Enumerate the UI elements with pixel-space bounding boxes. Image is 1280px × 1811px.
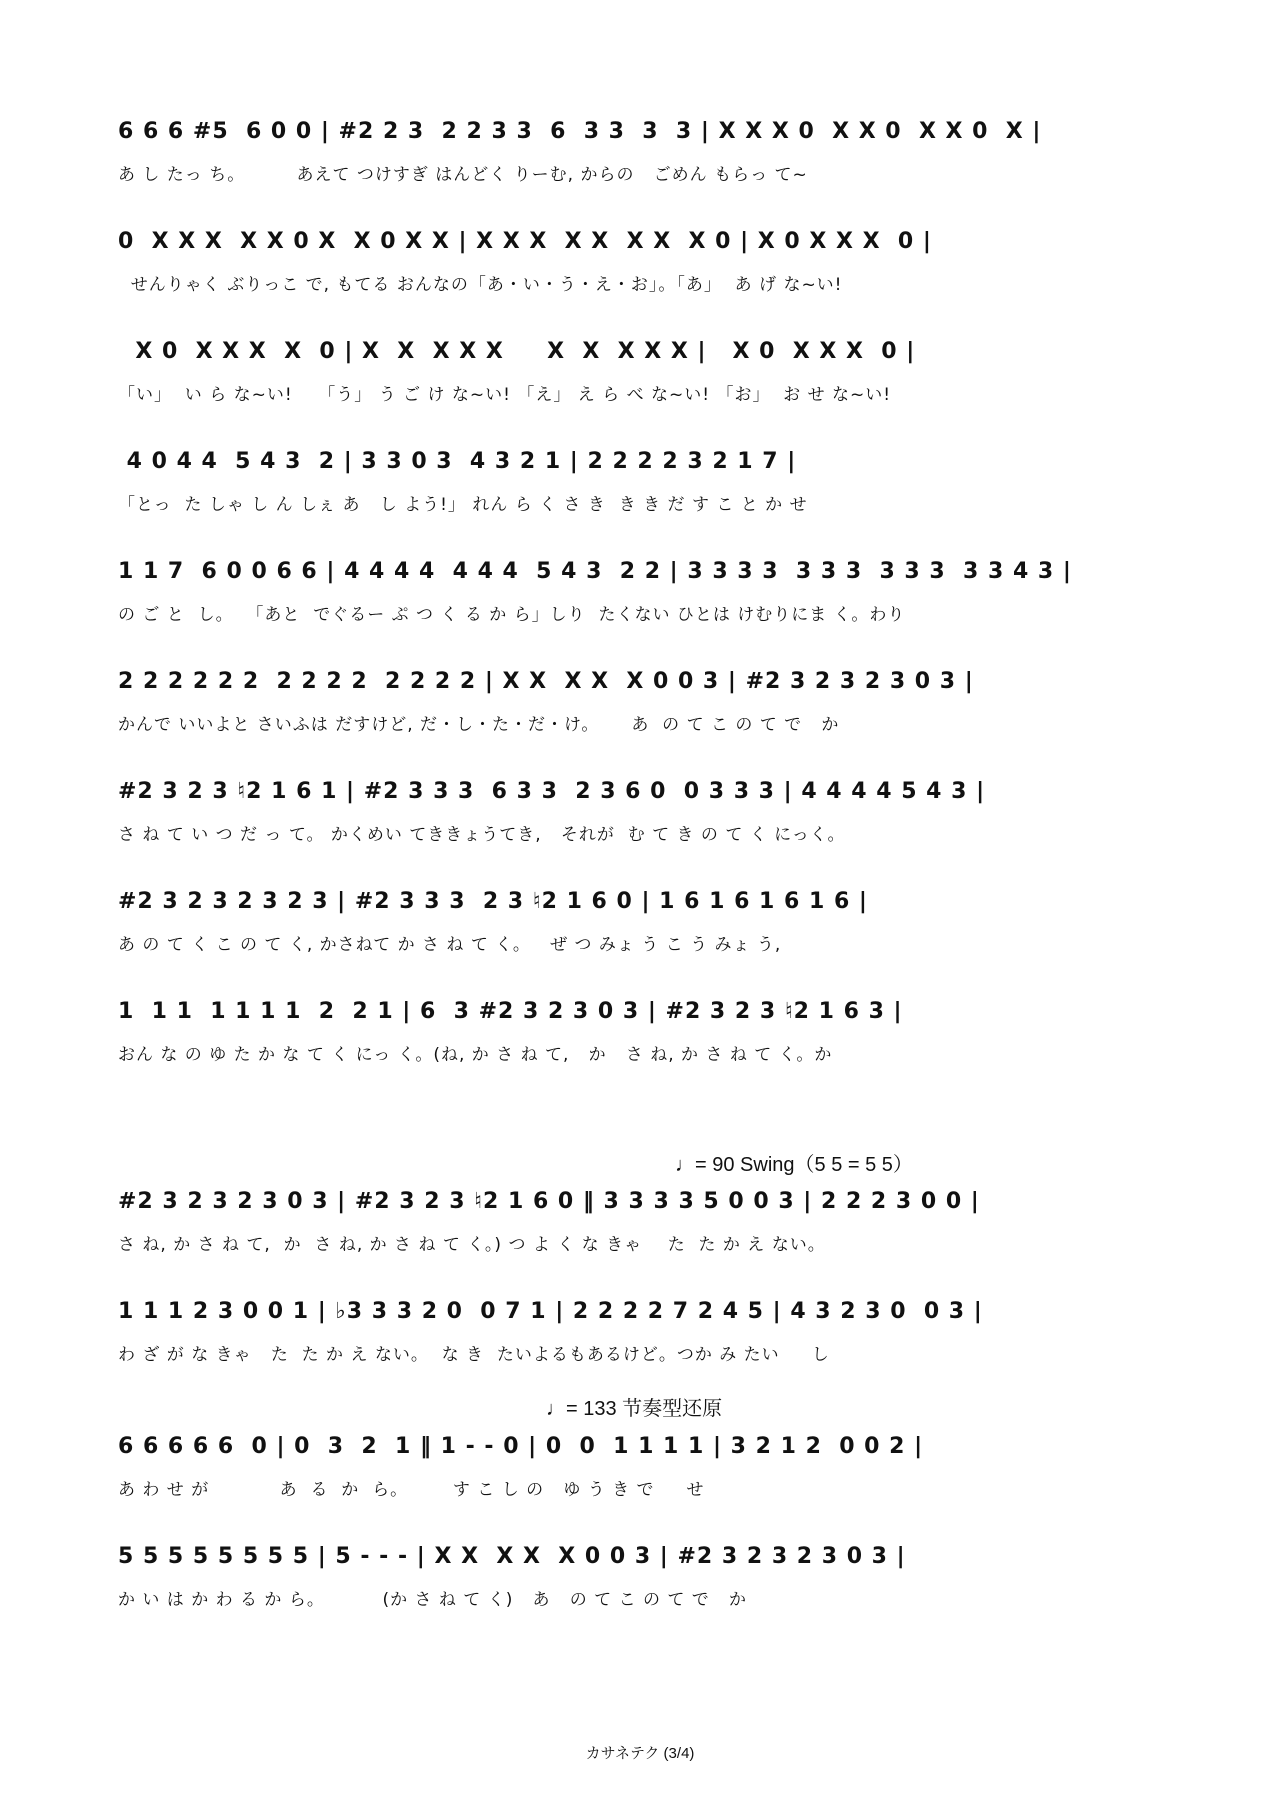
score-system bbox=[118, 777, 1168, 847]
lyrics-line: かんで いいよと さいふは だすけど, だ・し・た・だ・け。 あ の て こ の て で か bbox=[118, 715, 840, 735]
lyrics-line: の ご と し。 「あと でぐるー ぷ つ く る か ら」しり たくない ひとは けむりにま く。わり bbox=[118, 605, 906, 625]
score-system bbox=[118, 997, 1168, 1067]
tempo-mark: ♩= 133 节奏型还原 bbox=[546, 1398, 723, 1420]
lyrics-line: あ わ せ が あ る か ら。 す こ し の ゆ う き で せ bbox=[118, 1480, 705, 1500]
lyrics-line: あ の て く こ の て く, かさねて か さ ね て く。 ぜ つ みょ う こ う みょ う, bbox=[118, 935, 782, 955]
score-system bbox=[118, 887, 1168, 957]
notation-line: 5 5 5 5 5 5 5 5 | 5 - - - | X X X X X 0 0 3 | #2 3 2 3 2 3 0 3 | bbox=[118, 1544, 906, 1569]
lyrics-line: おん な の ゆ た か な て く にっ く。(ね, か さ ね て, か さ ね, か さ ね て く。か bbox=[118, 1045, 833, 1065]
score-system bbox=[118, 227, 1168, 297]
lyrics-line: か い は か わ る か ら。 (か さ ね て く) あ の て こ の て で か bbox=[118, 1590, 747, 1610]
lyrics-line: あ し たっ ち。 あえて つけすぎ はんどく りーむ, からの ごめん もらっ て~ bbox=[118, 165, 808, 185]
lyrics-line: 「とっ た しゃ し ん しぇ あ し よう!」 れん ら く さ き き き だ す こ と か せ bbox=[118, 495, 808, 515]
notation-line: 2 2 2 2 2 2 2 2 2 2 2 2 2 2 | X X X X X 0 0 3 | #2 3 2 3 2 3 0 3 | bbox=[118, 669, 974, 694]
score-system bbox=[118, 557, 1168, 627]
lyrics-line: さ ね て い つ だ っ て。 かくめい てききょうてき, それが む て き の て く にっく。 bbox=[118, 825, 846, 845]
notation-line: 1 1 1 2 3 0 0 1 | ♭3 3 3 2 0 0 7 1 | 2 2 2 2 7 2 4 5 | 4 3 2 3 0 0 3 | bbox=[118, 1299, 983, 1324]
score-system bbox=[118, 667, 1168, 737]
page-footer: カサネテク (3/4) bbox=[585, 1745, 695, 1762]
lyrics-line: わ ざ が な きゃ た た か え ない。 な き たいよるもあるけど。つか み たい し bbox=[118, 1345, 830, 1365]
notation-line: 6 6 6 #5 6 0 0 | #2 2 3 2 2 3 3 6 3 3 3 3 | X X X 0 X X 0 X X 0 X | bbox=[118, 119, 1042, 144]
notation-line: #2 3 2 3 2 3 0 3 | #2 3 2 3 ♮2 1 6 0 ‖ 3 3 3 3 5 0 0 3 | 2 2 2 3 0 0 | bbox=[118, 1189, 980, 1214]
score-system bbox=[118, 1542, 1168, 1612]
score-system bbox=[118, 1432, 1168, 1502]
notation-line: X 0 X X X X 0 | X X X X X X X X X X | X 0 X X X 0 | bbox=[118, 339, 916, 364]
notation-line: 1 1 1 1 1 1 1 2 2 1 | 6 3 #2 3 2 3 0 3 | #2 3 2 3 ♮2 1 6 3 | bbox=[118, 999, 903, 1024]
lyrics-line: せんりゃく ぶりっこ で, もてる おんなの「あ・い・う・え・お」。「あ」 あ げ な~い! bbox=[118, 275, 843, 295]
notation-line: 6 6 6 6 6 0 | 0 3 2 1 ‖ 1 - - 0 | 0 0 1 1 1 1 | 3 2 1 2 0 0 2 | bbox=[118, 1434, 924, 1459]
score-system bbox=[118, 117, 1168, 187]
lyrics-line: 「い」 い ら な~い! 「う」 う ご け な~い! 「え」 え ら べ な~い! 「お」 お せ な~い! bbox=[118, 385, 892, 405]
tempo-mark: ♩= 90 Swing（5 5 = 5 5） bbox=[675, 1154, 913, 1176]
score-system bbox=[118, 337, 1168, 407]
notation-line: 1 1 7 6 0 0 6 6 | 4 4 4 4 4 4 4 5 4 3 2 2 | 3 3 3 3 3 3 3 3 3 3 3 3 4 3 | bbox=[118, 559, 1072, 584]
notation-line: 0 X X X X X 0 X X 0 X X | X X X X X X X X 0 | X 0 X X X 0 | bbox=[118, 229, 932, 254]
score-system bbox=[118, 1187, 1168, 1257]
notation-line: #2 3 2 3 ♮2 1 6 1 | #2 3 3 3 6 3 3 2 3 6 0 0 3 3 3 | 4 4 4 4 5 4 3 | bbox=[118, 779, 986, 804]
notation-line: #2 3 2 3 2 3 2 3 | #2 3 3 3 2 3 ♮2 1 6 0 | 1 6 1 6 1 6 1 6 | bbox=[118, 889, 868, 914]
score-system bbox=[118, 1297, 1168, 1367]
score-system bbox=[118, 447, 1168, 517]
lyrics-line: さ ね, か さ ね て, か さ ね, か さ ね て く。) つ よ く な きゃ た た か え ない。 bbox=[118, 1235, 826, 1255]
notation-line: 4 0 4 4 5 4 3 2 | 3 3 0 3 4 3 2 1 | 2 2 2 2 3 2 1 7 | bbox=[118, 449, 797, 474]
